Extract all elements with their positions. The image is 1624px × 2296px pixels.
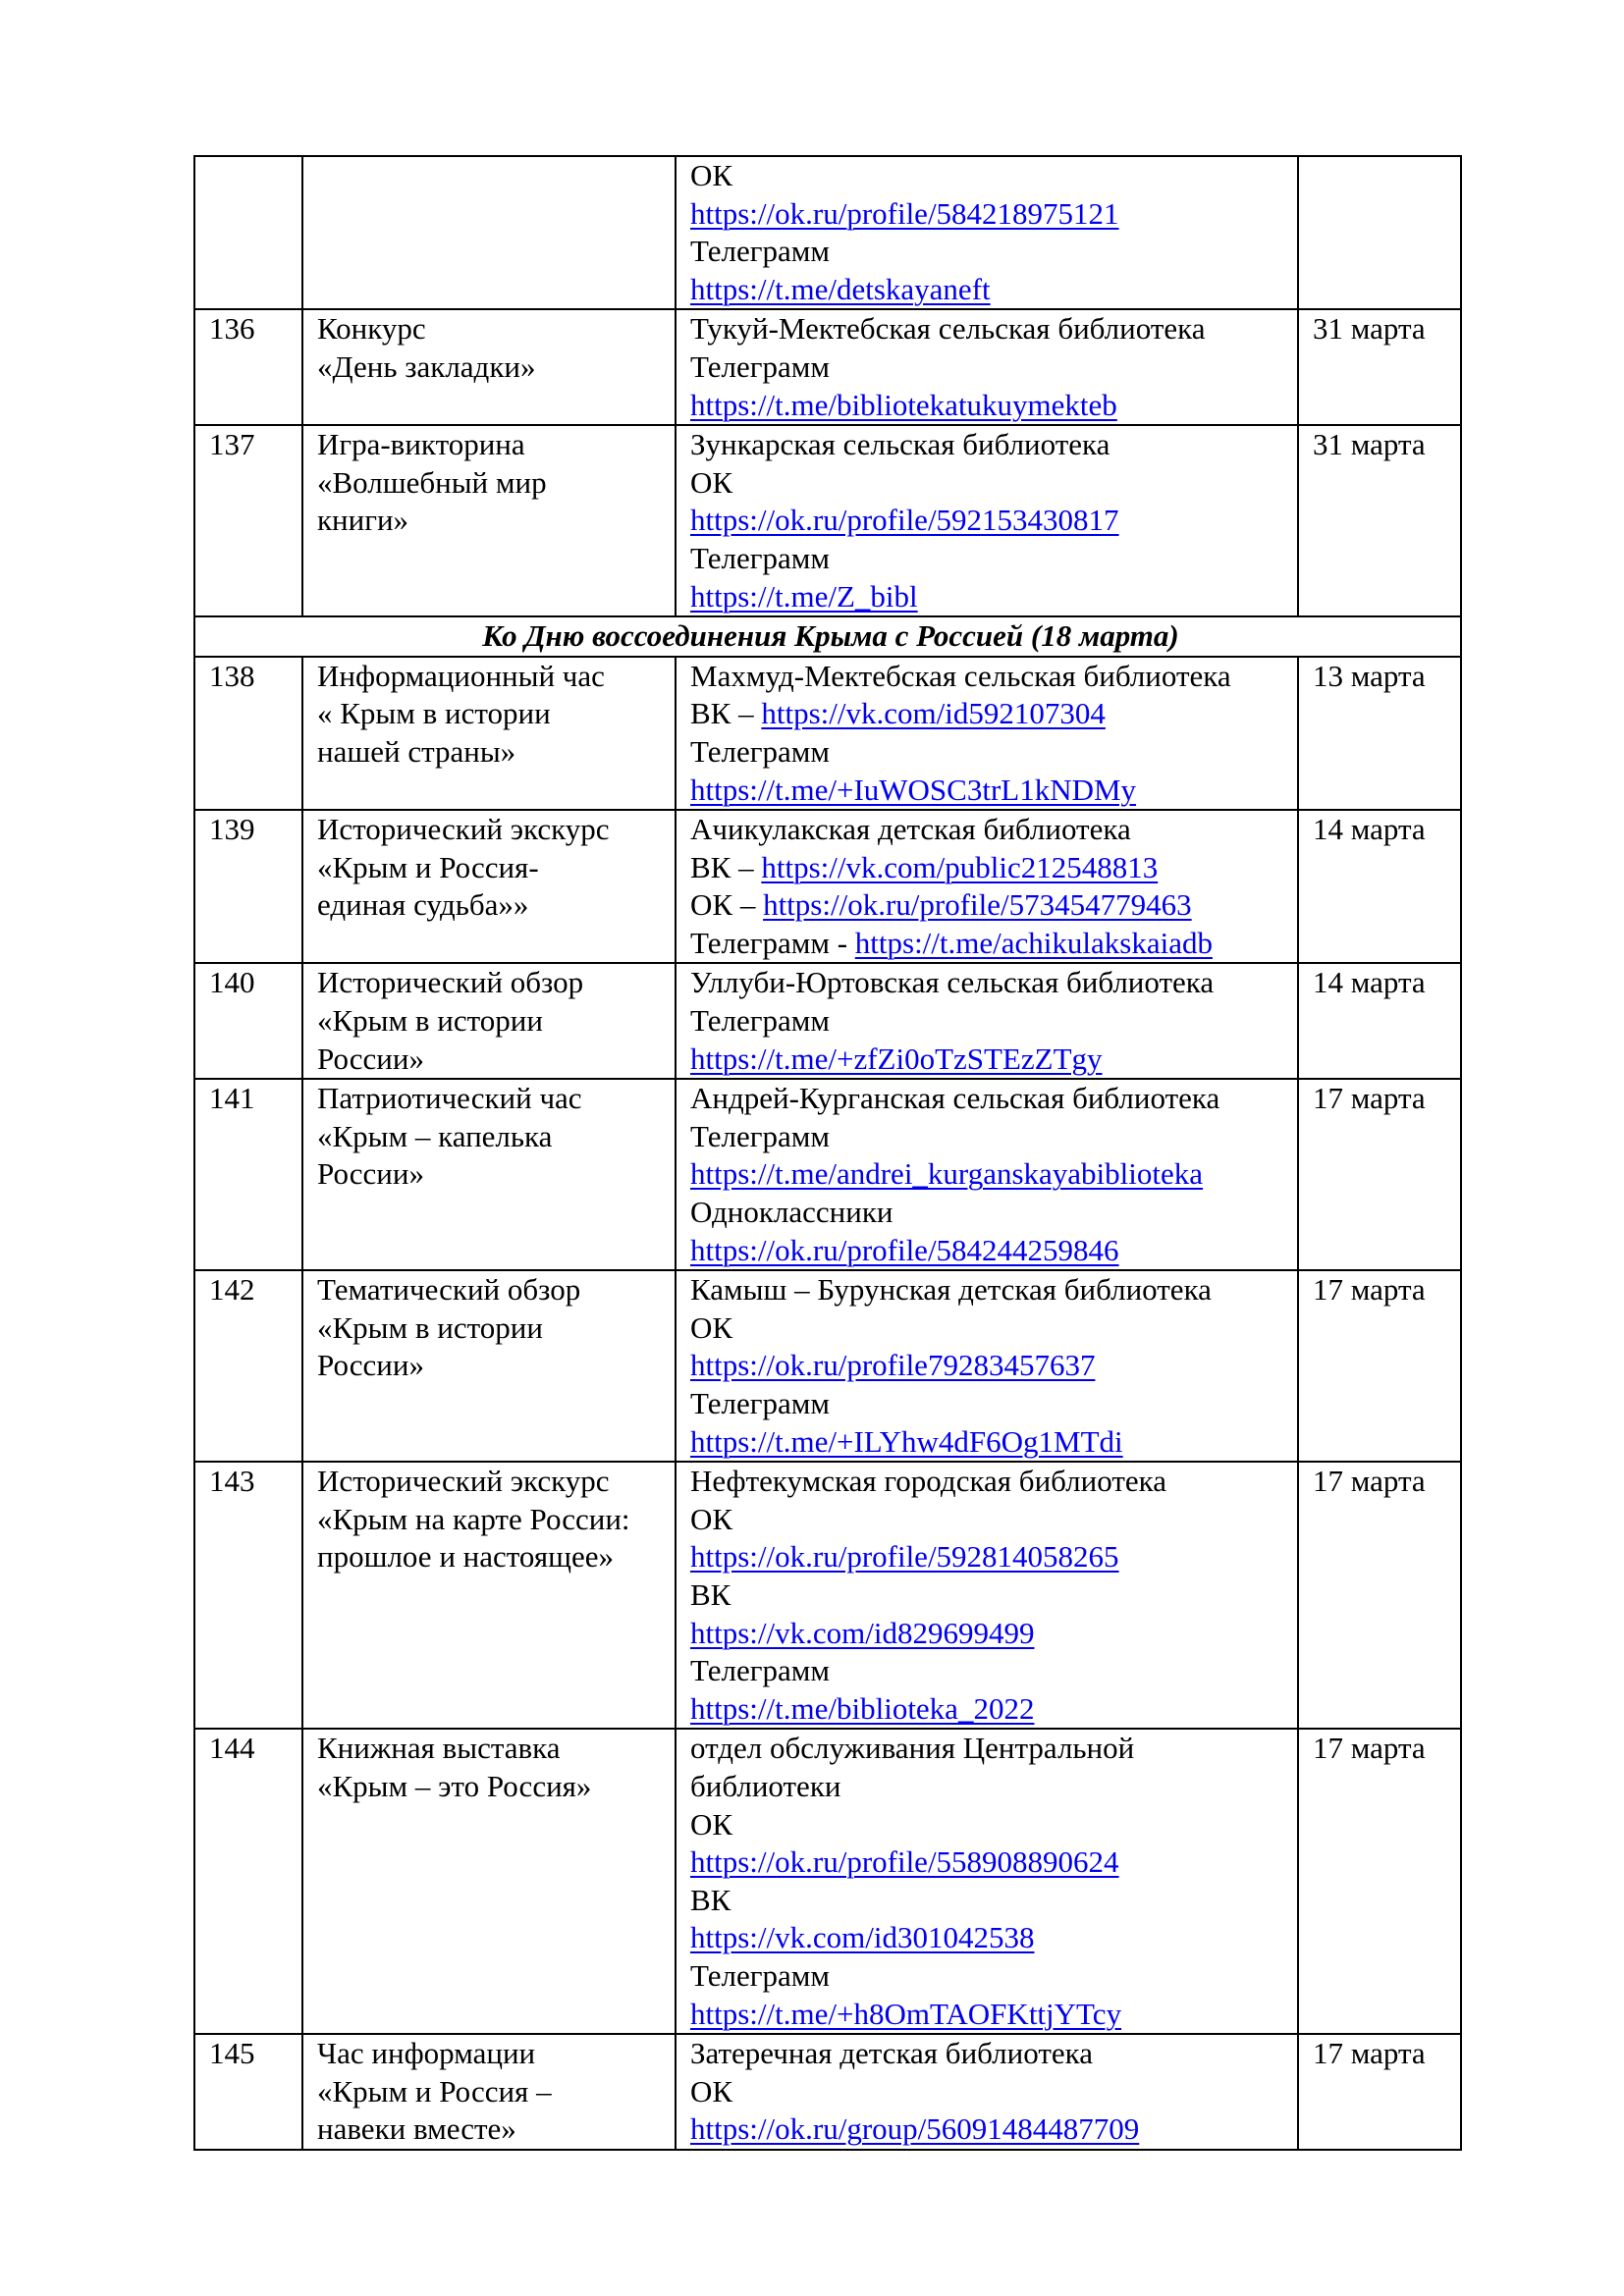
venue-text: Телеграмм xyxy=(690,733,830,769)
cell-event-title xyxy=(302,309,676,425)
event-title-line: книги» xyxy=(317,503,409,538)
venue-line xyxy=(690,886,1289,925)
cell-number: 138 xyxy=(194,657,302,810)
event-title-line: « Крым в истории xyxy=(317,696,551,731)
event-title-line: России» xyxy=(317,1041,424,1076)
cell-date: 13 марта xyxy=(1298,657,1461,810)
table-row xyxy=(194,1079,1461,1270)
table-row-continuation xyxy=(194,156,1461,309)
venue-link[interactable]: https://ok.ru/profile/584218975121 xyxy=(690,195,1119,231)
cell-venue xyxy=(676,309,1298,425)
venue-text: ВК xyxy=(690,1576,731,1612)
cell-event-title xyxy=(302,963,676,1079)
venue-link[interactable]: https://t.me/+IuWOSC3trL1kNDMy xyxy=(690,772,1137,807)
venue-link[interactable]: https://t.me/+ILYhw4dF6Og1MTdi xyxy=(690,1423,1123,1459)
cell-event-title xyxy=(302,2034,676,2150)
venue-text: Телеграмм xyxy=(690,348,830,384)
venue-link[interactable]: https://ok.ru/profile/584244259846 xyxy=(690,1232,1119,1267)
cell-number: 140 xyxy=(194,963,302,1079)
venue-link[interactable]: https://ok.ru/profile/592153430817 xyxy=(690,503,1119,538)
event-title-line: навеки вместе» xyxy=(317,2111,516,2147)
section-title: Ко Дню воссоединения Крыма с Россией (18 марта) xyxy=(194,616,1461,657)
venue-link[interactable]: https://vk.com/id301042538 xyxy=(690,1920,1035,1955)
venue-text: Ачикулакская детская библиотека xyxy=(690,812,1131,847)
link-prefix: ВК – xyxy=(690,849,762,884)
event-title-line: России» xyxy=(317,1156,424,1192)
venue-link[interactable]: https://t.me/bibliotekatukuymekteb xyxy=(690,387,1117,422)
cell-date: 17 марта xyxy=(1298,1462,1461,1729)
cell-event-title xyxy=(302,657,676,810)
cell-number: 136 xyxy=(194,309,302,425)
event-title-line: «Крым – это Россия» xyxy=(317,1768,592,1803)
venue-link[interactable]: https://t.me/+h8OmTAOFKttjYTcy xyxy=(690,1996,1122,2031)
event-title-line: Исторический обзор xyxy=(317,965,584,1000)
venue-text: Уллуби-Юртовская сельская библиотека xyxy=(690,965,1215,1000)
cell-number: 143 xyxy=(194,1462,302,1729)
cell-venue xyxy=(676,156,1298,309)
venue-text: библиотеки xyxy=(690,1768,841,1803)
cell-number: 144 xyxy=(194,1729,302,2034)
cell-event-title xyxy=(302,1462,676,1729)
cell-venue xyxy=(676,1729,1298,2034)
cell-venue xyxy=(676,1270,1298,1462)
cell-number: 137 xyxy=(194,425,302,616)
event-title-line: Исторический экскурс xyxy=(317,1464,610,1499)
link-prefix: Телеграмм - xyxy=(690,925,855,960)
event-title-line: Игра-викторина xyxy=(317,427,525,462)
cell-venue xyxy=(676,1462,1298,1729)
venue-text: Телеграмм xyxy=(690,1386,830,1420)
venue-line xyxy=(690,925,1289,963)
table-body-bottom xyxy=(194,657,1461,2150)
event-title-line: России» xyxy=(317,1348,424,1383)
cell-date: 31 марта xyxy=(1298,425,1461,616)
link-prefix: ВК – xyxy=(690,696,762,731)
cell-event-title xyxy=(302,1270,676,1462)
cell-date: 17 марта xyxy=(1298,1079,1461,1270)
venue-text: ОК xyxy=(690,1309,733,1345)
venue-text: ОК xyxy=(690,1806,733,1842)
section-header-group xyxy=(194,616,1461,657)
event-title-line: «Крым на карте России: xyxy=(317,1501,630,1536)
venue-text: отдел обслуживания Центральной xyxy=(690,1731,1135,1766)
cell-event-title xyxy=(302,1729,676,2034)
table-row xyxy=(194,963,1461,1079)
cell-number: 139 xyxy=(194,810,302,963)
venue-text: Махмуд-Мектебская сельская библиотека xyxy=(690,658,1231,693)
venue-text: Тукуй-Мектебская сельская библиотека xyxy=(690,311,1206,347)
event-title-line: Патриотический час xyxy=(317,1081,582,1116)
event-title-line: «День закладки» xyxy=(317,348,536,384)
cell-venue xyxy=(676,2034,1298,2150)
cell-date: 14 марта xyxy=(1298,963,1461,1079)
cell-date: 14 марта xyxy=(1298,810,1461,963)
link-prefix: ОК – xyxy=(690,887,764,923)
event-title-line: Книжная выставка xyxy=(317,1731,561,1766)
cell-date: 17 марта xyxy=(1298,1729,1461,2034)
venue-link[interactable]: https://ok.ru/profile79283457637 xyxy=(690,1348,1096,1383)
cell-event-title xyxy=(302,810,676,963)
venue-text: ОК xyxy=(690,464,733,500)
venue-line xyxy=(690,695,1289,733)
event-title-line: Час информации xyxy=(317,2036,536,2071)
event-title-line: единая судьба»» xyxy=(317,887,529,923)
section-header-row xyxy=(194,616,1461,657)
venue-link[interactable]: https://t.me/detskayaneft xyxy=(690,271,991,306)
venue-line xyxy=(690,1041,1289,1079)
cell-venue xyxy=(676,657,1298,810)
venue-text: ОК xyxy=(690,158,733,192)
venue-link[interactable]: https://vk.com/id592107304 xyxy=(761,696,1106,731)
venue-line xyxy=(690,849,1289,887)
table-row xyxy=(194,810,1461,963)
cell-number: 141 xyxy=(194,1079,302,1270)
cell-event-title xyxy=(302,425,676,616)
venue-link[interactable]: https://ok.ru/profile/573454779463 xyxy=(763,887,1192,923)
event-title-line: Конкурс xyxy=(317,311,426,347)
event-title-line: нашей страны» xyxy=(317,733,516,769)
venue-text: Андрей-Курганская сельская библиотека xyxy=(690,1081,1220,1116)
event-title-line: «Крым и Россия – xyxy=(317,2073,552,2109)
venue-link[interactable]: https://t.me/Z_bibl xyxy=(690,578,918,614)
events-table xyxy=(193,155,1462,2151)
event-title-line: Информационный час xyxy=(317,658,605,693)
cell-event-title xyxy=(302,1079,676,1270)
venue-text: Зункарская сельская библиотека xyxy=(690,427,1110,462)
event-title-line: «Крым в истории xyxy=(317,1309,543,1345)
table-row xyxy=(194,2034,1461,2150)
cell-date: 17 марта xyxy=(1298,2034,1461,2150)
venue-text: Телеграмм xyxy=(690,234,830,269)
event-title-line: «Крым – капелька xyxy=(317,1118,553,1153)
table-row xyxy=(194,657,1461,810)
cell-number: 145 xyxy=(194,2034,302,2150)
venue-link[interactable]: https://ok.ru/group/56091484487709 xyxy=(690,2111,1140,2147)
venue-text: ОК xyxy=(690,1501,733,1536)
venue-link[interactable]: https://t.me/biblioteka_2022 xyxy=(690,1690,1035,1726)
table-row xyxy=(194,1729,1461,2034)
table-row xyxy=(194,425,1461,616)
cell-date xyxy=(1298,156,1461,309)
cell-venue xyxy=(676,810,1298,963)
venue-link[interactable]: https://ok.ru/profile/592814058265 xyxy=(690,1539,1119,1575)
venue-link[interactable]: https://vk.com/public212548813 xyxy=(761,849,1159,884)
event-title-line: Исторический экскурс xyxy=(317,812,610,847)
event-title-line: «Волшебный мир xyxy=(317,464,547,500)
cell-venue xyxy=(676,1079,1298,1270)
venue-link[interactable]: https://t.me/+zfZi0oTzSTEzZTgy xyxy=(690,1041,1103,1076)
cell-date: 17 марта xyxy=(1298,1270,1461,1462)
table-body-top xyxy=(194,156,1461,616)
venue-link[interactable]: https://t.me/andrei_kurganskayabiblioteka xyxy=(690,1156,1204,1192)
venue-text: Телеграмм xyxy=(690,1003,830,1039)
event-title-line: Тематический обзор xyxy=(317,1272,581,1308)
table-row xyxy=(194,309,1461,425)
venue-text: Нефтекумская городская библиотека xyxy=(690,1464,1166,1499)
event-title-line: «Крым в истории xyxy=(317,1003,543,1039)
venue-text: ОК xyxy=(690,2073,733,2109)
cell-event-title xyxy=(302,156,676,309)
cell-venue xyxy=(676,963,1298,1079)
venue-text: Телеграмм xyxy=(690,1653,830,1688)
venue-text: ВК xyxy=(690,1882,731,1917)
event-title-line: «Крым и Россия- xyxy=(317,849,539,884)
cell-number xyxy=(194,156,302,309)
venue-text: Телеграмм xyxy=(690,540,830,575)
venue-link[interactable]: https://ok.ru/profile/558908890624 xyxy=(690,1844,1119,1880)
venue-text: Телеграмм xyxy=(690,1118,830,1153)
cell-venue xyxy=(676,425,1298,616)
venue-link[interactable]: https://t.me/achikulakskaiadb xyxy=(854,925,1213,960)
table-row xyxy=(194,1462,1461,1729)
table-row xyxy=(194,1270,1461,1462)
cell-number: 142 xyxy=(194,1270,302,1462)
venue-text: Одноклассники xyxy=(690,1195,893,1230)
cell-date: 31 марта xyxy=(1298,309,1461,425)
event-title-line: прошлое и настоящее» xyxy=(317,1539,614,1575)
venue-text: Камыш – Бурунская детская библиотека xyxy=(690,1272,1212,1308)
venue-text: Затеречная детская библиотека xyxy=(690,2036,1093,2071)
venue-link[interactable]: https://vk.com/id829699499 xyxy=(690,1615,1035,1650)
venue-text: Телеграмм xyxy=(690,1957,830,1993)
